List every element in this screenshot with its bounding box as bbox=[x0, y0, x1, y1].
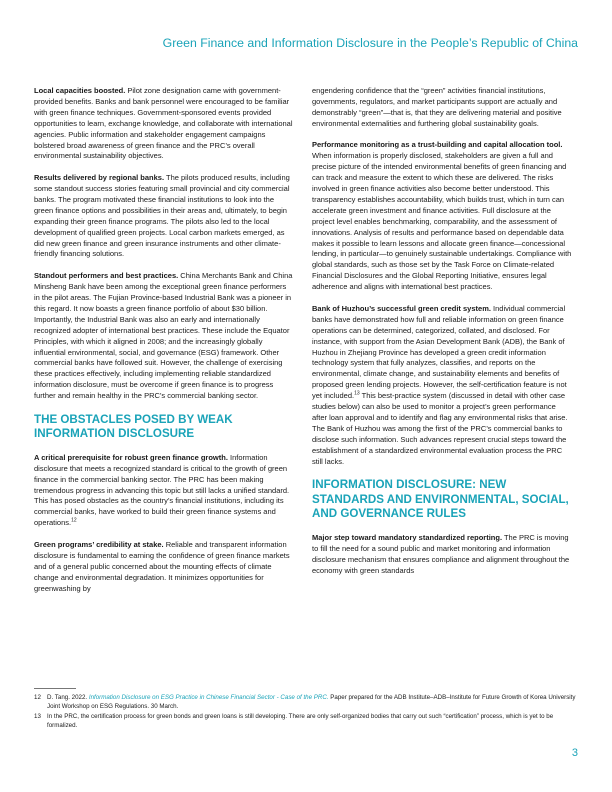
footnote-divider bbox=[34, 688, 76, 689]
paragraph-body: engendering confidence that the “green” activities financial institutions, governments, regulators, and market participants support are actually and demonstrably “green”—that is, that they are delivering material and positive environmental externalities and furthering global sustainability goals. bbox=[312, 86, 562, 128]
paragraph-local-capacities bbox=[34, 86, 294, 162]
footnote-text: D. Tang. 2022. bbox=[47, 694, 89, 701]
footnote-12 bbox=[34, 694, 578, 711]
section-heading-information-disclosure: INFORMATION DISCLOSURE: NEW STANDARDS AND ENVIRONMENTAL, SOCIAL, AND GOVERNANCE RULES bbox=[312, 478, 569, 521]
paragraph-body: The pilots produced results, including some standout success stories featuring small provincial and city commercial banks. The program motivated these financial institutions to look into the green finance options and possibilities in their areas and, ultimately, to begin expanding their green finance programs. The pilots also led to the local development of qualified green projects. Local carbon markets emerged, as did new green finance and green insurance instruments and other climate-friendly financing solutions. bbox=[34, 173, 290, 259]
paragraph-lead: Results delivered by regional banks. bbox=[34, 173, 165, 183]
paragraph-mandatory-reporting bbox=[312, 533, 572, 577]
paragraph-body: Individual commercial banks have demonstrated how full and reliable information on green finance operations can be determined, categorized, collated, and disclosed. For instance, with support from the Asian Development Bank (ADB), the Bank of Huzhou in Zhejiang Province has developed a green credit information technology system that fully analyzes, classifies, and reports on the environmental, climate change, and sustainability elements and benefits of proposed green lending projects. However, the self-certification feature is not yet included. bbox=[312, 303, 567, 401]
paragraph-body: Information disclosure that meets a recognized standard is critical to the growth of green finance in the commercial banking sector. The PRC has been making tremendous progress in advancing this topic but still lacks a unified standard. This has posed obstacles as the country’s financial institutions, including its commercial banks, have worked to build their green finance systems and operations. bbox=[34, 452, 290, 528]
footnotes bbox=[34, 694, 578, 732]
footnote-text: In the PRC, the certification process for green bonds and green loans is still developing. There are only self-organized bodies that carry out such “certification” process, which is yet to be formalized. bbox=[47, 713, 554, 729]
footnote-number: 13 bbox=[34, 713, 41, 721]
paragraph-body: Pilot zone designation came with government-provided benefits. Banks and bank personnel were encouraged to be familiar with green finance techniques. Government-sponsored events provided opportunities to learn, exchange knowledge, and collaborate with international agencies. Public information and stakeholder engagement campaigns bolstered broad awareness of green finance and the PRC’s overall environmental sustainability objectives. bbox=[34, 86, 293, 161]
paragraph-body: China Merchants Bank and China Minsheng Bank have been among the exceptional green finance performers in the pilot areas. The Fujian Province-based Industrial Bank was a pioneer in this regard. It now boasts a green finance portfolio of about $30 billion. Importantly, the Industrial Bank was also an early and internationally recognized adopter of international best practices. These include the Equator Principles, with which it aligned in 2008; and the increasingly globally influential environmental, social, and governance (ESG) framework. Other commercial banks have followed suit. However, the challenge of exercising these practices effectively, including implementing reliable standardized information disclosure, must be overcome if green finance is to progress further and remain healthy in the PRC’s commercial banking sector. bbox=[34, 271, 293, 401]
running-head: Green Finance and Information Disclosure in the People’s Republic of China bbox=[162, 36, 578, 50]
paragraph-lead: Standout performers and best practices. bbox=[34, 271, 179, 281]
paragraph-lead: Green programs’ credibility at stake. bbox=[34, 540, 164, 549]
footnote-number: 12 bbox=[34, 694, 41, 701]
paragraph-performance-monitoring bbox=[312, 140, 572, 293]
footnote-13 bbox=[34, 713, 578, 730]
paragraph-standout-performers bbox=[34, 271, 294, 402]
paragraph-lead: Performance monitoring as a trust-building and capital allocation tool. bbox=[312, 140, 563, 150]
paragraph-lead: A critical prerequisite for robust green finance growth. bbox=[34, 452, 228, 462]
paragraph-continuation bbox=[312, 86, 572, 130]
paragraph-critical-prerequisite bbox=[34, 453, 294, 529]
section-heading-obstacles: THE OBSTACLES POSED BY WEAK INFORMATION DISCLOSURE bbox=[34, 412, 233, 441]
page-number: 3 bbox=[571, 747, 578, 759]
right-column bbox=[312, 86, 572, 587]
paragraph-lead: Bank of Huzhou’s successful green credit system. bbox=[312, 303, 491, 313]
paragraph-body: When information is properly disclosed, stakeholders are given a full and precise picture of the intended environmental benefits of green financing and can track and measure the extent to which these are delivered. The risks involved in green finance activities also become better understood. This transparency establishes accountability, which builds trust, which in turn can accelerate green investment and finance activities. Full disclosure at the project level enables benchmarking, comparability, and the assessment of innovations. Analysis of results and performance based on dependable data makes it possible to learn lessons and allocate green finance—concessional lending, in particular—to genuinely sustainable undertakings. Compliance with global standards, such as those set by the Task Force on Climate-related Financial Disclosures and the Global Reporting Initiative, ensures legal adherence and aligns with international best practices. bbox=[312, 151, 572, 292]
paragraph-lead: Local capacities boosted. bbox=[34, 86, 126, 95]
paragraph-lead: Major step toward mandatory standardized reporting. bbox=[312, 532, 503, 542]
footnote-ref-12[interactable]: 12 bbox=[71, 517, 77, 524]
footnote-title-link[interactable]: Information Disclosure on ESG Practice in Chinese Financial Sector - Case of the PRC. bbox=[88, 694, 329, 701]
footnote-ref-13[interactable]: 13 bbox=[354, 390, 360, 397]
left-column bbox=[34, 86, 294, 605]
paragraph-credibility bbox=[34, 540, 294, 595]
paragraph-regional-banks bbox=[34, 173, 294, 260]
paragraph-body: The PRC is moving to fill the need for a sound public and market monitoring and information disclosure mechanism that ensures compliance and alignment throughout the economy with green standards bbox=[312, 532, 570, 575]
paragraph-bank-of-huzhou bbox=[312, 304, 572, 468]
paragraph-body: This best-practice system (discussed in detail with other case studies below) can also be used to monitor a project’s green performance after loan approval and to identify and flag any environmental risks that arise. The Bank of Huzhou was among the first of the PRC’s commercial banks to disclose such information. Such advances represent crucial steps toward the establishment of a standardized environmental evaluation process the PRC still lacks. bbox=[312, 391, 568, 466]
footnote-text: Paper prepared for the ADB Institute–ADB–Institute for Future Growth of Korea University Joint Workshop on ESG Regulations. 30 March. bbox=[47, 694, 576, 710]
paragraph-body: Reliable and transparent information disclosure is fundamental to earning the confidence of green finance markets and of a general public concerned about the mounting effects of climate change and environmental degradation. It minimizes opportunities for greenwashing by bbox=[34, 540, 290, 593]
